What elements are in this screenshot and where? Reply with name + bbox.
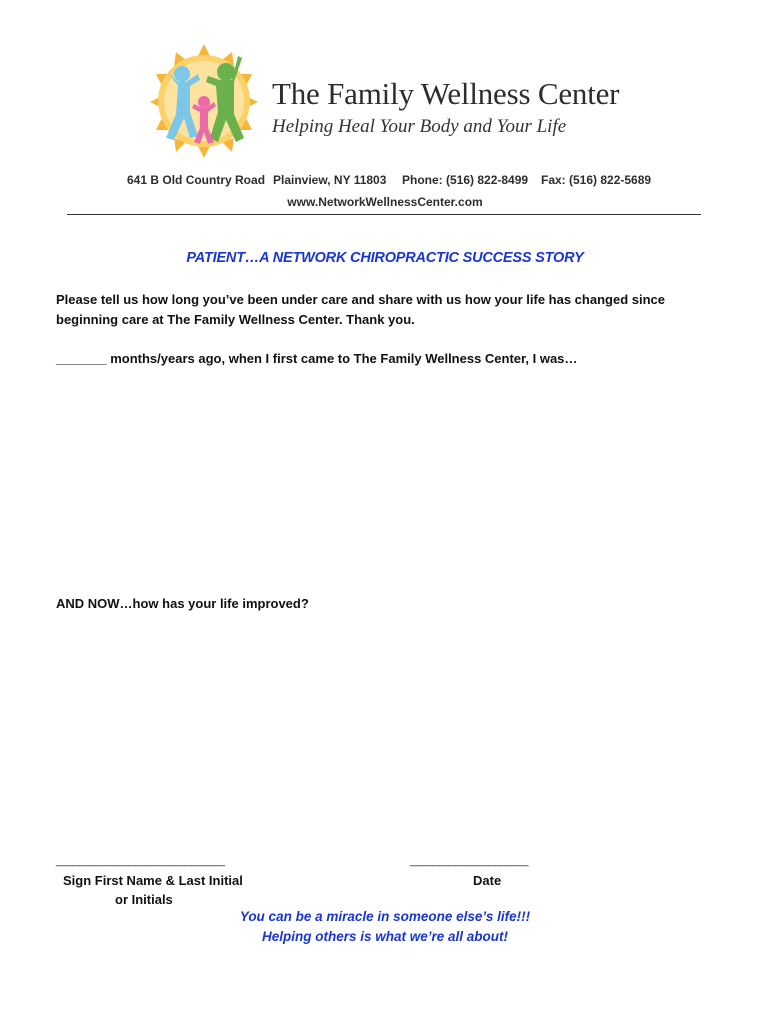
wellness-center-logo bbox=[148, 42, 260, 160]
improvement-answer-area[interactable] bbox=[56, 616, 716, 836]
city-text: Plainview, NY 11803 bbox=[273, 173, 387, 187]
form-title: PATIENT…A NETWORK CHIROPRACTIC SUCCESS STORY bbox=[186, 250, 584, 266]
before-care-answer-area[interactable] bbox=[56, 372, 716, 582]
signature-label-initials: or Initials bbox=[115, 892, 173, 907]
signature-label: Sign First Name & Last Initial bbox=[63, 873, 243, 888]
header-divider bbox=[67, 214, 701, 215]
footer-line-1: You can be a miracle in someone else’s life!!! bbox=[239, 909, 531, 924]
date-label: Date bbox=[473, 873, 502, 888]
org-name: The Family Wellness Center bbox=[272, 76, 620, 111]
phone-text: Phone: (516) 822-8499 bbox=[402, 173, 529, 187]
fax-text: Fax: (516) 822-5689 bbox=[541, 173, 652, 187]
prompt-life-improved: AND NOW…how has your life improved? bbox=[56, 596, 309, 611]
intro-line-2: beginning care at The Family Wellness Center. Thank you. bbox=[56, 312, 415, 327]
intro-line-1: Please tell us how long you’ve been under care and share with us how your life has changed since bbox=[56, 292, 665, 307]
footer-line-2: Helping others is what we’re all about! bbox=[261, 929, 509, 944]
tagline: Helping Heal Your Body and Your Life bbox=[272, 116, 567, 137]
signature-line[interactable]: ______________________________ bbox=[56, 855, 225, 867]
website-text: www.NetworkWellnessCenter.com bbox=[287, 195, 483, 209]
date-line[interactable]: _____________________ bbox=[410, 855, 528, 867]
address-text: 641 B Old Country Road bbox=[127, 173, 266, 187]
prompt-before-care: _______ months/years ago, when I first came to The Family Wellness Center, I was… bbox=[56, 351, 578, 366]
